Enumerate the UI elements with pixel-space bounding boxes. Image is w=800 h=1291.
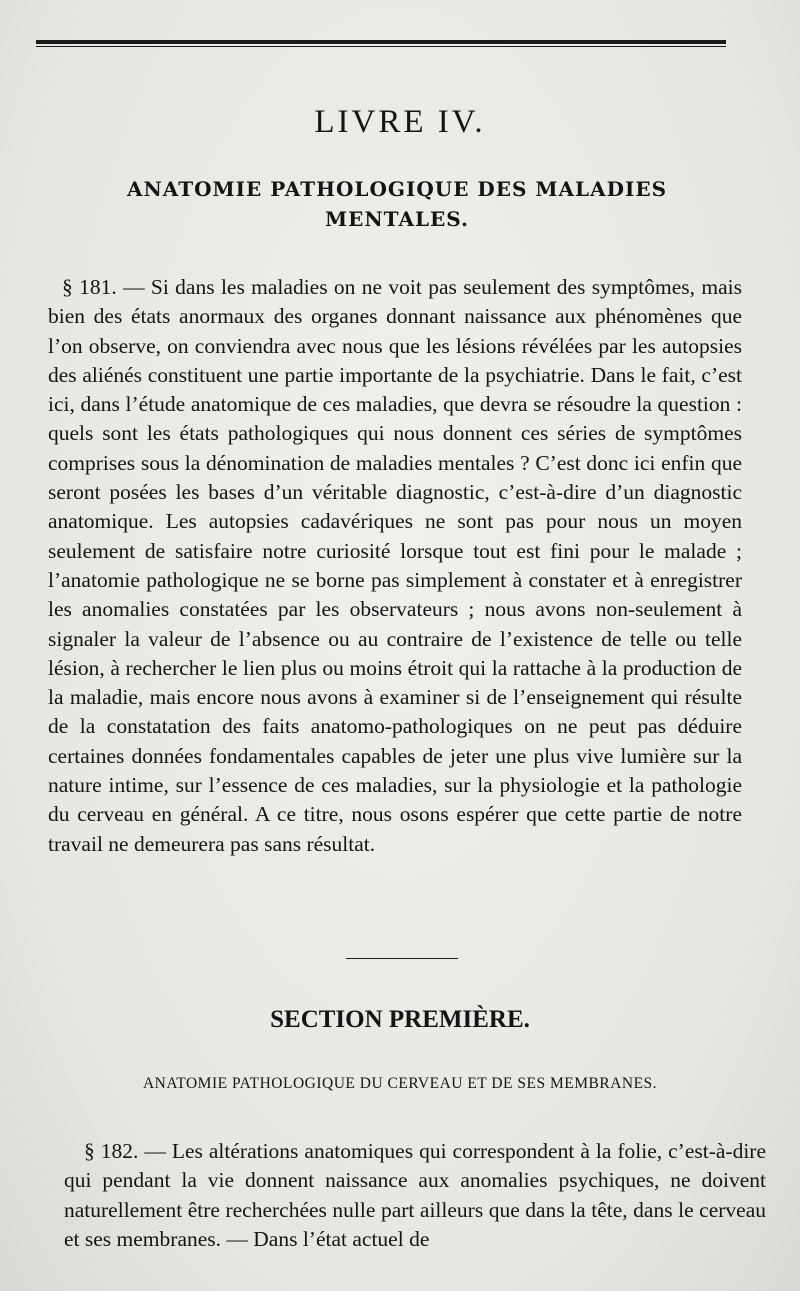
section-title: SECTION PREMIÈRE. [270,1006,530,1033]
section-divider [346,958,458,959]
section-subtitle: ANATOMIE PATHOLOGIQUE DU CERVEAU ET DE SES MEMBRANES. [142,1075,658,1092]
paragraph-182: § 182. — Les altérations anatomiques qui correspondent à la folie, c’est-à-dire qui pendant la vie donnent naissance aux anomalies psychiques, ne doivent naturellement être recherchées nulle part ailleurs que dans la tête, dans le cerveau et ses membranes. — Dans l’état actuel de [64,1139,766,1251]
header-double-rule [36,40,726,47]
book-title: LIVRE IV. [314,104,486,140]
paragraph-181: § 181. — Si dans les maladies on ne voit pas seulement des symptômes, mais bien des états anormaux des organes donnant naissance aux phénomènes que l’on observe, on conviendra avec nous que les lésions révélées par les autopsies des aliénés constituent une partie importante de la psychiatrie. Dans le fait, c’est ici, dans l’étude anatomique de ces maladies, que devra se résoudre la question : quels sont les états pathologiques qui nous donnent ces séries de symptômes comprises sous la dénomination de maladies mentales ? C’est donc ici enfin que seront posées les bases d’un véritable diagnostic, c’est-à-dire d’un diagnostic anatomique. Les autopsies cadavériques ne sont pas pour nous un moyen seulement de satisfaire notre curiosité lorsque tout est fini pour le malade ; l’anatomie pathologique ne se borne pas simplement à constater et à enregistrer les anomalies constatées par les observateurs ; nous avons non-seulement à signaler la valeur de l’absence ou au contraire de l’existence de telle ou telle lésion, à rechercher le lien plus ou moins étroit qui la rattache à la production de la maladie, mais encore nous avons à examiner si de l’enseignement qui résulte de la constatation des faits anatomo-pathologiques on ne peut pas déduire certaines données fondamentales capables de jeter une plus vive lumière sur la nature intime, sur l’essence de ces maladies, sur la physiologie et la pathologie du cerveau en général. A ce titre, nous osons espérer que cette partie de notre travail ne demeurera pas sans résultat. [48,275,742,856]
chapter-title: ANATOMIE PATHOLOGIQUE DES MALADIES MENTALES. [126,177,668,231]
